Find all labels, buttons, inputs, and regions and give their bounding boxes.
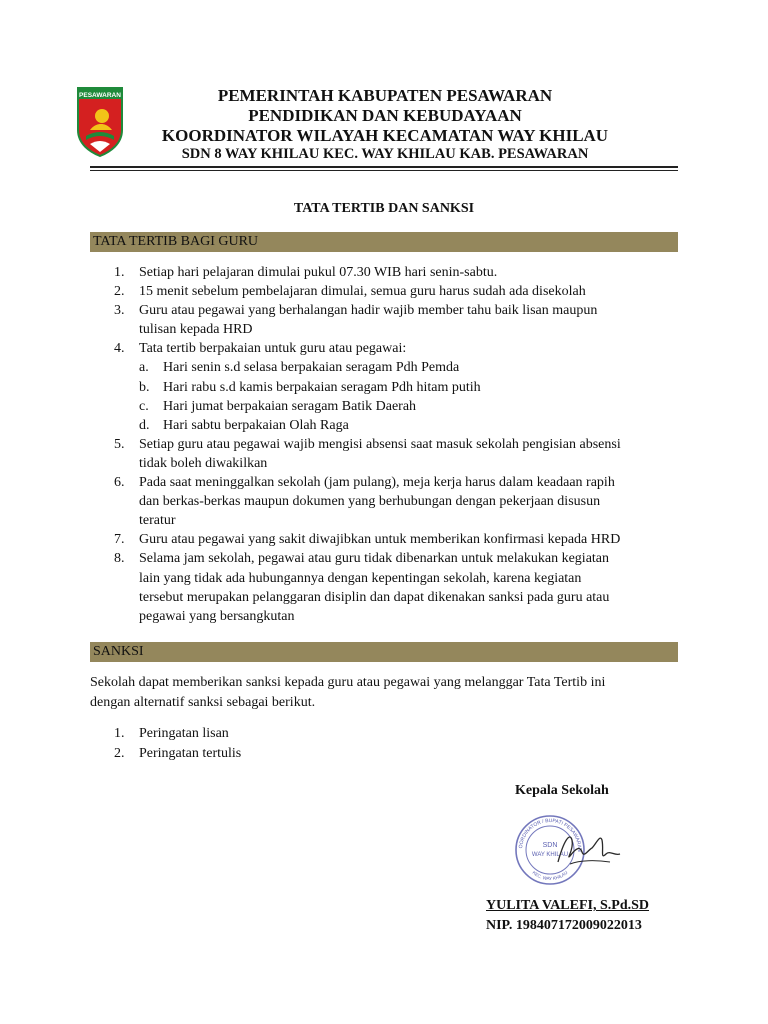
- sublist-item: b. Hari rabu s.d kamis berpakaian seragam Pdh hitam putih: [139, 379, 481, 395]
- sublist-item: c. Hari jumat berpakaian seragam Batik Daerah: [139, 398, 417, 414]
- letterhead-rule-thin: [90, 170, 678, 171]
- sanctions-paragraph: Sekolah dapat memberikan sanksi kepada guru atau pegawai yang melanggar Tata Tertib ini dengan alternatif sanksi sebagai berikut.: [90, 675, 606, 710]
- list-item: 2. 15 menit sebelum pembelajaran dimulai, semua guru harus sudah ada disekolah: [114, 284, 586, 300]
- list-item: 7. Guru atau pegawai yang sakit diwajibkan untuk memberikan konfirmasi kepada HRD: [114, 532, 621, 548]
- regency-logo: [76, 86, 124, 158]
- list-item: 6. Pada saat meninggalkan sekolah (jam pulang), meja kerja harus dalam keadaan rapih dan berkas-berkas maupun dokumen yang berhubungan dengan pekerjaan disusun teratur: [114, 475, 615, 529]
- document-title: TATA TERTIB DAN SANKSI: [293, 201, 475, 216]
- list-item: 8. Selama jam sekolah, pegawai atau guru tidak dibenarkan untuk melakukan kegiatan lain yang tidak ada hubungannya dengan kepentingan sekolah, karena kegiatan tersebut merupakan pelanggaran disiplin dan dapat dikenakan sanksi pada guru atau pegawai yang bersangkutan: [114, 551, 610, 624]
- letterhead-government: PEMERINTAH KABUPATEN PESAWARAN: [217, 86, 553, 105]
- svg-text:KEC. WAY KHILAU: KEC. WAY KHILAU: [531, 869, 569, 882]
- list-item: 1. Peringatan lisan: [114, 726, 229, 741]
- list-item: 2. Peringatan tertulis: [114, 746, 242, 761]
- svg-text:WAY KHILAU: WAY KHILAU: [531, 852, 569, 858]
- svg-text:KOORDINATOR / BUPATI PESAWARAN: OORDINATOR / BUPATI PESAWARAN: [518, 817, 583, 852]
- list-item: 1. Setiap hari pelajaran dimulai pukul 07.30 WIB hari senin-sabtu.: [114, 265, 498, 280]
- svg-text:SDN: SDN: [542, 842, 558, 849]
- teacher-rules-list: [90, 263, 680, 626]
- letterhead-coordinator: KOORDINATOR WILAYAH KECAMATAN WAY KHILAU: [161, 126, 609, 145]
- sublist-item: a. Hari senin s.d selasa berpakaian seragam Pdh Pemda: [139, 360, 460, 376]
- dress-code-sublist: [139, 358, 680, 434]
- logo-text: PESAWARAN: [79, 92, 121, 99]
- school-stamp-and-signature: [510, 810, 630, 890]
- principal-nip: NIP. 198407172009022013: [486, 918, 642, 933]
- letterhead-school: SDN 8 WAY KHILAU KEC. WAY KHILAU KAB. PESAWARAN: [181, 146, 589, 162]
- list-item: 5. Setiap guru atau pegawai wajib mengisi absensi saat masuk sekolah pengisian absensi tidak boleh diwakilkan: [114, 436, 621, 471]
- letterhead: [130, 86, 640, 163]
- section-heading-teacher-rules: TATA TERTIB BAGI GURU: [90, 232, 678, 252]
- list-item: 3. Guru atau pegawai yang berhalangan hadir wajib member tahu baik lisan maupun tulisan kepada HRD: [114, 303, 598, 338]
- section-heading-sanctions: SANKSI: [90, 642, 678, 662]
- list-item: 4. Tata tertib berpakaian untuk guru atau pegawai: a. Hari senin s.d selasa berpakaian seragam Pdh Pemda b. Hari rabu s.d kamis berpakaian seragam Pdh hitam putih c. Hari jumat berpakaian seragam Batik Daerah d. Hari sabtu berpakaian Olah Raga: [90, 339, 680, 434]
- principal-name: YULITA VALEFI, S.Pd.SD: [486, 898, 650, 913]
- letterhead-rule-thick: [90, 166, 678, 168]
- sublist-item: d. Hari sabtu berpakaian Olah Raga: [139, 417, 349, 433]
- sanctions-list: [90, 724, 680, 764]
- letterhead-department: PENDIDIKAN DAN KEBUDAYAAN: [248, 106, 522, 125]
- signature-title: Kepala Sekolah: [515, 783, 609, 798]
